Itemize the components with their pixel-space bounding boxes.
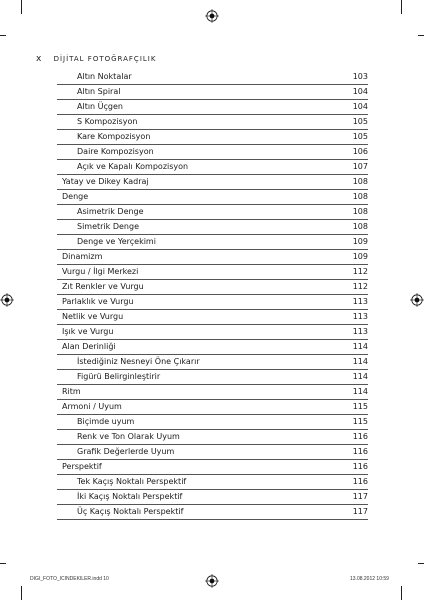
toc-entry-title: Simetrik Denge <box>77 222 139 231</box>
toc-entry-title: Asimetrik Denge <box>77 207 144 216</box>
toc-entry-page: 112 <box>352 282 368 291</box>
toc-divider <box>57 309 368 310</box>
toc-entry-page: 114 <box>352 372 368 381</box>
toc-entry-title: İki Kaçış Noktalı Perspektif <box>77 492 183 501</box>
toc-entry-title: Renk ve Ton Olarak Uyum <box>77 432 180 441</box>
toc-divider <box>57 129 368 130</box>
toc-entry-page: 117 <box>352 507 368 516</box>
toc-entry-page: 116 <box>352 432 368 441</box>
toc-divider <box>57 504 368 505</box>
toc-entry-page: 108 <box>352 222 368 231</box>
crop-mark <box>418 563 424 564</box>
toc-entry-title: Dinamizm <box>62 252 103 261</box>
crop-mark <box>21 0 22 14</box>
toc-entry-page: 113 <box>352 312 368 321</box>
toc-divider <box>57 144 368 145</box>
toc-entry-page: 108 <box>352 177 368 186</box>
toc-divider <box>57 264 368 265</box>
toc-entry-title: Perspektif <box>62 462 102 471</box>
toc-divider <box>57 204 368 205</box>
toc-divider <box>57 234 368 235</box>
toc-entry-page: 107 <box>352 162 368 171</box>
toc-entry-title: Işık ve Vurgu <box>62 327 114 336</box>
crop-mark <box>0 35 6 36</box>
crop-mark <box>0 563 6 564</box>
toc-divider <box>57 339 368 340</box>
toc-entry-page: 112 <box>352 267 368 276</box>
toc-entry-title: Figürü Belirginleştirir <box>77 372 161 381</box>
toc-entry-page: 114 <box>352 342 368 351</box>
crop-mark <box>401 0 402 14</box>
toc-entry-page: 114 <box>352 387 368 396</box>
toc-entry-title: Açık ve Kapalı Kompozisyon <box>77 162 189 171</box>
toc-entry-page: 115 <box>352 417 368 426</box>
toc-divider <box>57 429 368 430</box>
toc-entry-title: Ritm <box>62 387 81 396</box>
crop-mark <box>21 586 22 600</box>
toc-divider <box>57 354 368 355</box>
toc-entry-title: Yatay ve Dikey Kadraj <box>62 177 149 186</box>
toc-divider <box>57 189 368 190</box>
crop-mark <box>418 35 424 36</box>
toc-entry-page: 103 <box>352 72 368 81</box>
toc-entry-page: 105 <box>352 132 368 141</box>
toc-entry-page: 104 <box>352 102 368 111</box>
toc-entry-title: Armoni / Uyum <box>62 402 122 411</box>
toc-divider <box>57 474 368 475</box>
toc-divider <box>57 369 368 370</box>
toc-entry-title: Altın Noktalar <box>77 72 132 81</box>
toc-entry-title: Alan Derinliği <box>62 342 116 351</box>
toc-entry-page: 115 <box>352 402 368 411</box>
registration-mark-icon <box>205 9 219 23</box>
toc-divider <box>57 399 368 400</box>
toc-entry-title: Altın Spiral <box>77 87 121 96</box>
toc-entry-page: 113 <box>352 297 368 306</box>
toc-entry-page: 108 <box>352 207 368 216</box>
toc-entry-title: Altın Üçgen <box>77 102 123 111</box>
toc-divider <box>57 519 368 520</box>
toc-divider <box>57 294 368 295</box>
toc-entry-page: 113 <box>352 327 368 336</box>
toc-entry-page: 105 <box>352 117 368 126</box>
toc-divider <box>57 174 368 175</box>
toc-divider <box>57 249 368 250</box>
toc-entry-page: 104 <box>352 87 368 96</box>
toc-divider <box>57 324 368 325</box>
slug-file: DIGI_FOTO_ICINDEKILER.indd 10 <box>30 576 109 582</box>
toc-entry-title: Netlik ve Vurgu <box>62 312 124 321</box>
toc-entry-title: Denge ve Yerçekimi <box>77 237 156 246</box>
toc-entry-title: S Kompozisyon <box>77 117 138 126</box>
registration-mark-icon <box>205 574 219 588</box>
toc-entry-page: 108 <box>352 192 368 201</box>
toc-divider <box>57 279 368 280</box>
toc-entry-title: İstediğiniz Nesneyi Öne Çıkarır <box>77 357 200 366</box>
running-header <box>36 54 156 64</box>
toc-divider <box>57 219 368 220</box>
slug-date: 13.08.2012 10:59 <box>350 576 389 582</box>
toc-entry-page: 114 <box>352 357 368 366</box>
toc-divider <box>57 444 368 445</box>
toc-entry-page: 116 <box>352 477 368 486</box>
toc-entry-title: Daire Kompozisyon <box>77 147 154 156</box>
toc-divider <box>57 159 368 160</box>
toc-divider <box>57 84 368 85</box>
toc-entry-page: 109 <box>352 237 368 246</box>
toc-entry-title: Grafik Değerlerde Uyum <box>77 447 175 456</box>
book-title: DİJİTAL FOTOĞRAFÇILIK <box>53 55 157 63</box>
toc-divider <box>57 459 368 460</box>
toc-entry-page: 116 <box>352 462 368 471</box>
toc-entry-page: 106 <box>352 147 368 156</box>
toc-entry-title: Kare Kompozisyon <box>77 132 151 141</box>
toc-entry-page: 109 <box>352 252 368 261</box>
toc-divider <box>57 114 368 115</box>
toc-entry-title: Tek Kaçış Noktalı Perspektif <box>77 477 187 486</box>
toc-entry-title: Denge <box>62 192 89 201</box>
toc-entry-page: 116 <box>352 447 368 456</box>
toc-entry-title: Üç Kaçış Noktalı Perspektif <box>77 507 184 516</box>
toc-divider <box>57 384 368 385</box>
crop-mark <box>401 586 402 600</box>
toc-entry-page: 117 <box>352 492 368 501</box>
toc-entry-title: Vurgu / İlgi Merkezi <box>62 267 139 276</box>
toc-entry-title: Parlaklık ve Vurgu <box>62 297 134 306</box>
toc-entry-title: Zıt Renkler ve Vurgu <box>62 282 144 291</box>
page-number: x <box>36 54 42 64</box>
toc-entry-title: Biçimde uyum <box>77 417 135 426</box>
toc-divider <box>57 489 368 490</box>
toc-divider <box>57 99 368 100</box>
toc-divider <box>57 414 368 415</box>
